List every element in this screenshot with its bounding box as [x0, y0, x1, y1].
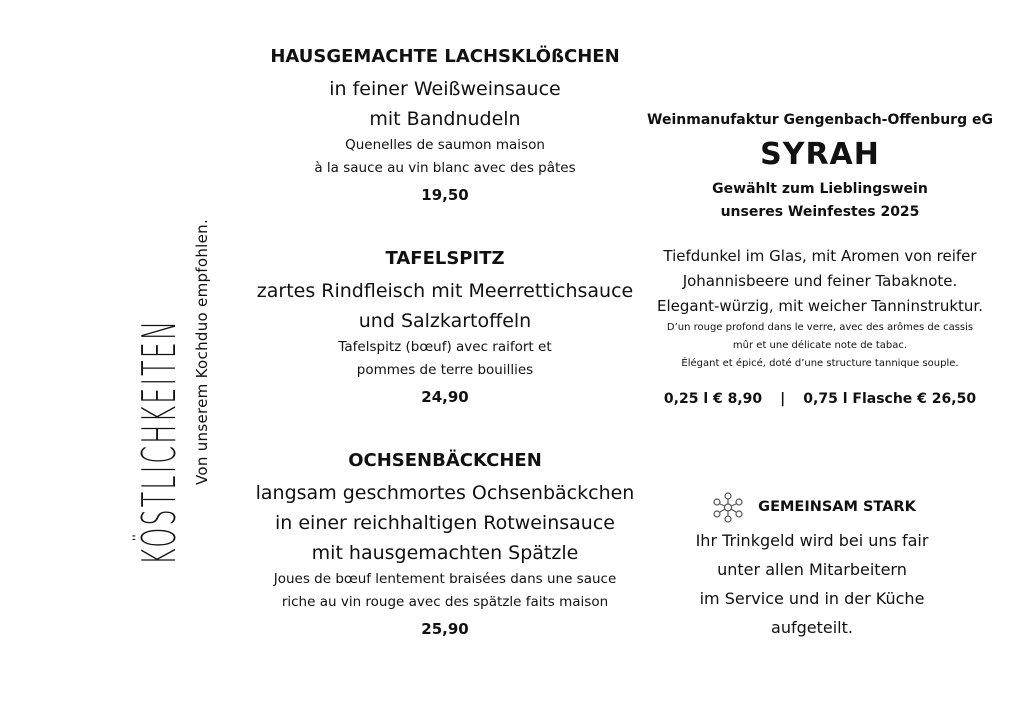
dish-description-de: mit Bandnudeln — [369, 108, 521, 130]
tip-header — [656, 490, 968, 524]
dish-description-de: in feiner Weißweinsauce — [329, 78, 561, 100]
side-heading — [132, 118, 211, 565]
dish-price: 19,50 — [421, 186, 469, 204]
wine-name: SYRAH — [760, 137, 880, 172]
dish-title: TAFELSPITZ — [385, 248, 505, 269]
tip-line: aufgeteilt. — [771, 618, 853, 637]
tip-title: GEMEINSAM STARK — [758, 499, 916, 515]
dish-description-fr: Joues de bœuf lentement braisées dans une sauce — [273, 571, 617, 587]
tip-notice — [656, 490, 968, 642]
dish-description-fr: à la sauce au vin blanc avec des pâtes — [314, 160, 576, 176]
price-separator: | — [780, 391, 786, 407]
wine-description-line: Tiefdunkel im Glas, mit Aromen von reifer — [663, 247, 977, 265]
dish-description-de: zartes Rindfleisch mit Meerrettichsauce — [256, 280, 634, 302]
people-circle-icon — [708, 490, 748, 524]
wine-description-line: Johannisbeere und feiner Tabaknote. — [682, 272, 958, 290]
dish-description-fr: Tafelspitz (bœuf) avec raifort et — [338, 339, 552, 355]
dish-lachsklosschen — [238, 40, 652, 208]
price-bottle: 0,75 l Flasche € 26,50 — [803, 391, 977, 407]
tip-line: unter allen Mitarbeitern — [717, 560, 907, 579]
section-title: KÖSTLICHKEITEN — [132, 318, 186, 565]
price-glass: 0,25 l € 8,90 — [663, 391, 763, 407]
winery-name: Weinmanufaktur Gengenbach-Offenburg eG — [647, 112, 993, 128]
wine-award: unseres Weinfestes 2025 — [720, 204, 920, 220]
wine-description-line: mûr et une délicate note de tabac. — [732, 340, 908, 351]
dish-ochsenbaeckchen — [238, 444, 652, 642]
dish-price: 24,90 — [421, 388, 469, 406]
dish-tafelspitz — [238, 242, 652, 410]
dish-title: HAUSGEMACHTE LACHSKLÖßCHEN — [270, 46, 620, 67]
dish-price: 25,90 — [421, 620, 469, 638]
wine-description-line: Élégant et épicé, doté d’une structure tannique souple. — [681, 358, 959, 369]
dish-description-de: und Salzkartoffeln — [358, 310, 532, 332]
wine-description-de — [640, 244, 1000, 319]
dish-description-fr: Quenelles de saumon maison — [345, 137, 545, 153]
section-subtitle: Von unserem Kochduo empfohlen. — [193, 218, 211, 485]
wine-description-line: Elegant-würzig, mit weicher Tanninstruktur. — [656, 297, 983, 315]
tip-line: im Service und in der Küche — [699, 589, 925, 608]
dish-description-de: mit hausgemachten Spätzle — [311, 542, 579, 564]
wine-award: Gewählt zum Lieblingswein — [712, 181, 928, 197]
dish-title: OCHSENBÄCKCHEN — [348, 450, 542, 471]
dish-description-de: langsam geschmortes Ochsenbäckchen — [255, 482, 635, 504]
wine-recommendation — [640, 108, 1000, 407]
wine-prices — [640, 391, 1000, 407]
dish-description-fr: pommes de terre bouillies — [356, 362, 534, 378]
dish-description-fr: riche au vin rouge avec des spätzle faits maison — [281, 594, 609, 610]
dish-list — [238, 40, 652, 676]
dish-description-de: in einer reichhaltigen Rotweinsauce — [275, 512, 615, 534]
tip-line: Ihr Trinkgeld wird bei uns fair — [695, 531, 929, 550]
wine-description-fr — [640, 319, 1000, 373]
wine-description-line: D’un rouge profond dans le verre, avec des arômes de cassis — [666, 322, 974, 333]
